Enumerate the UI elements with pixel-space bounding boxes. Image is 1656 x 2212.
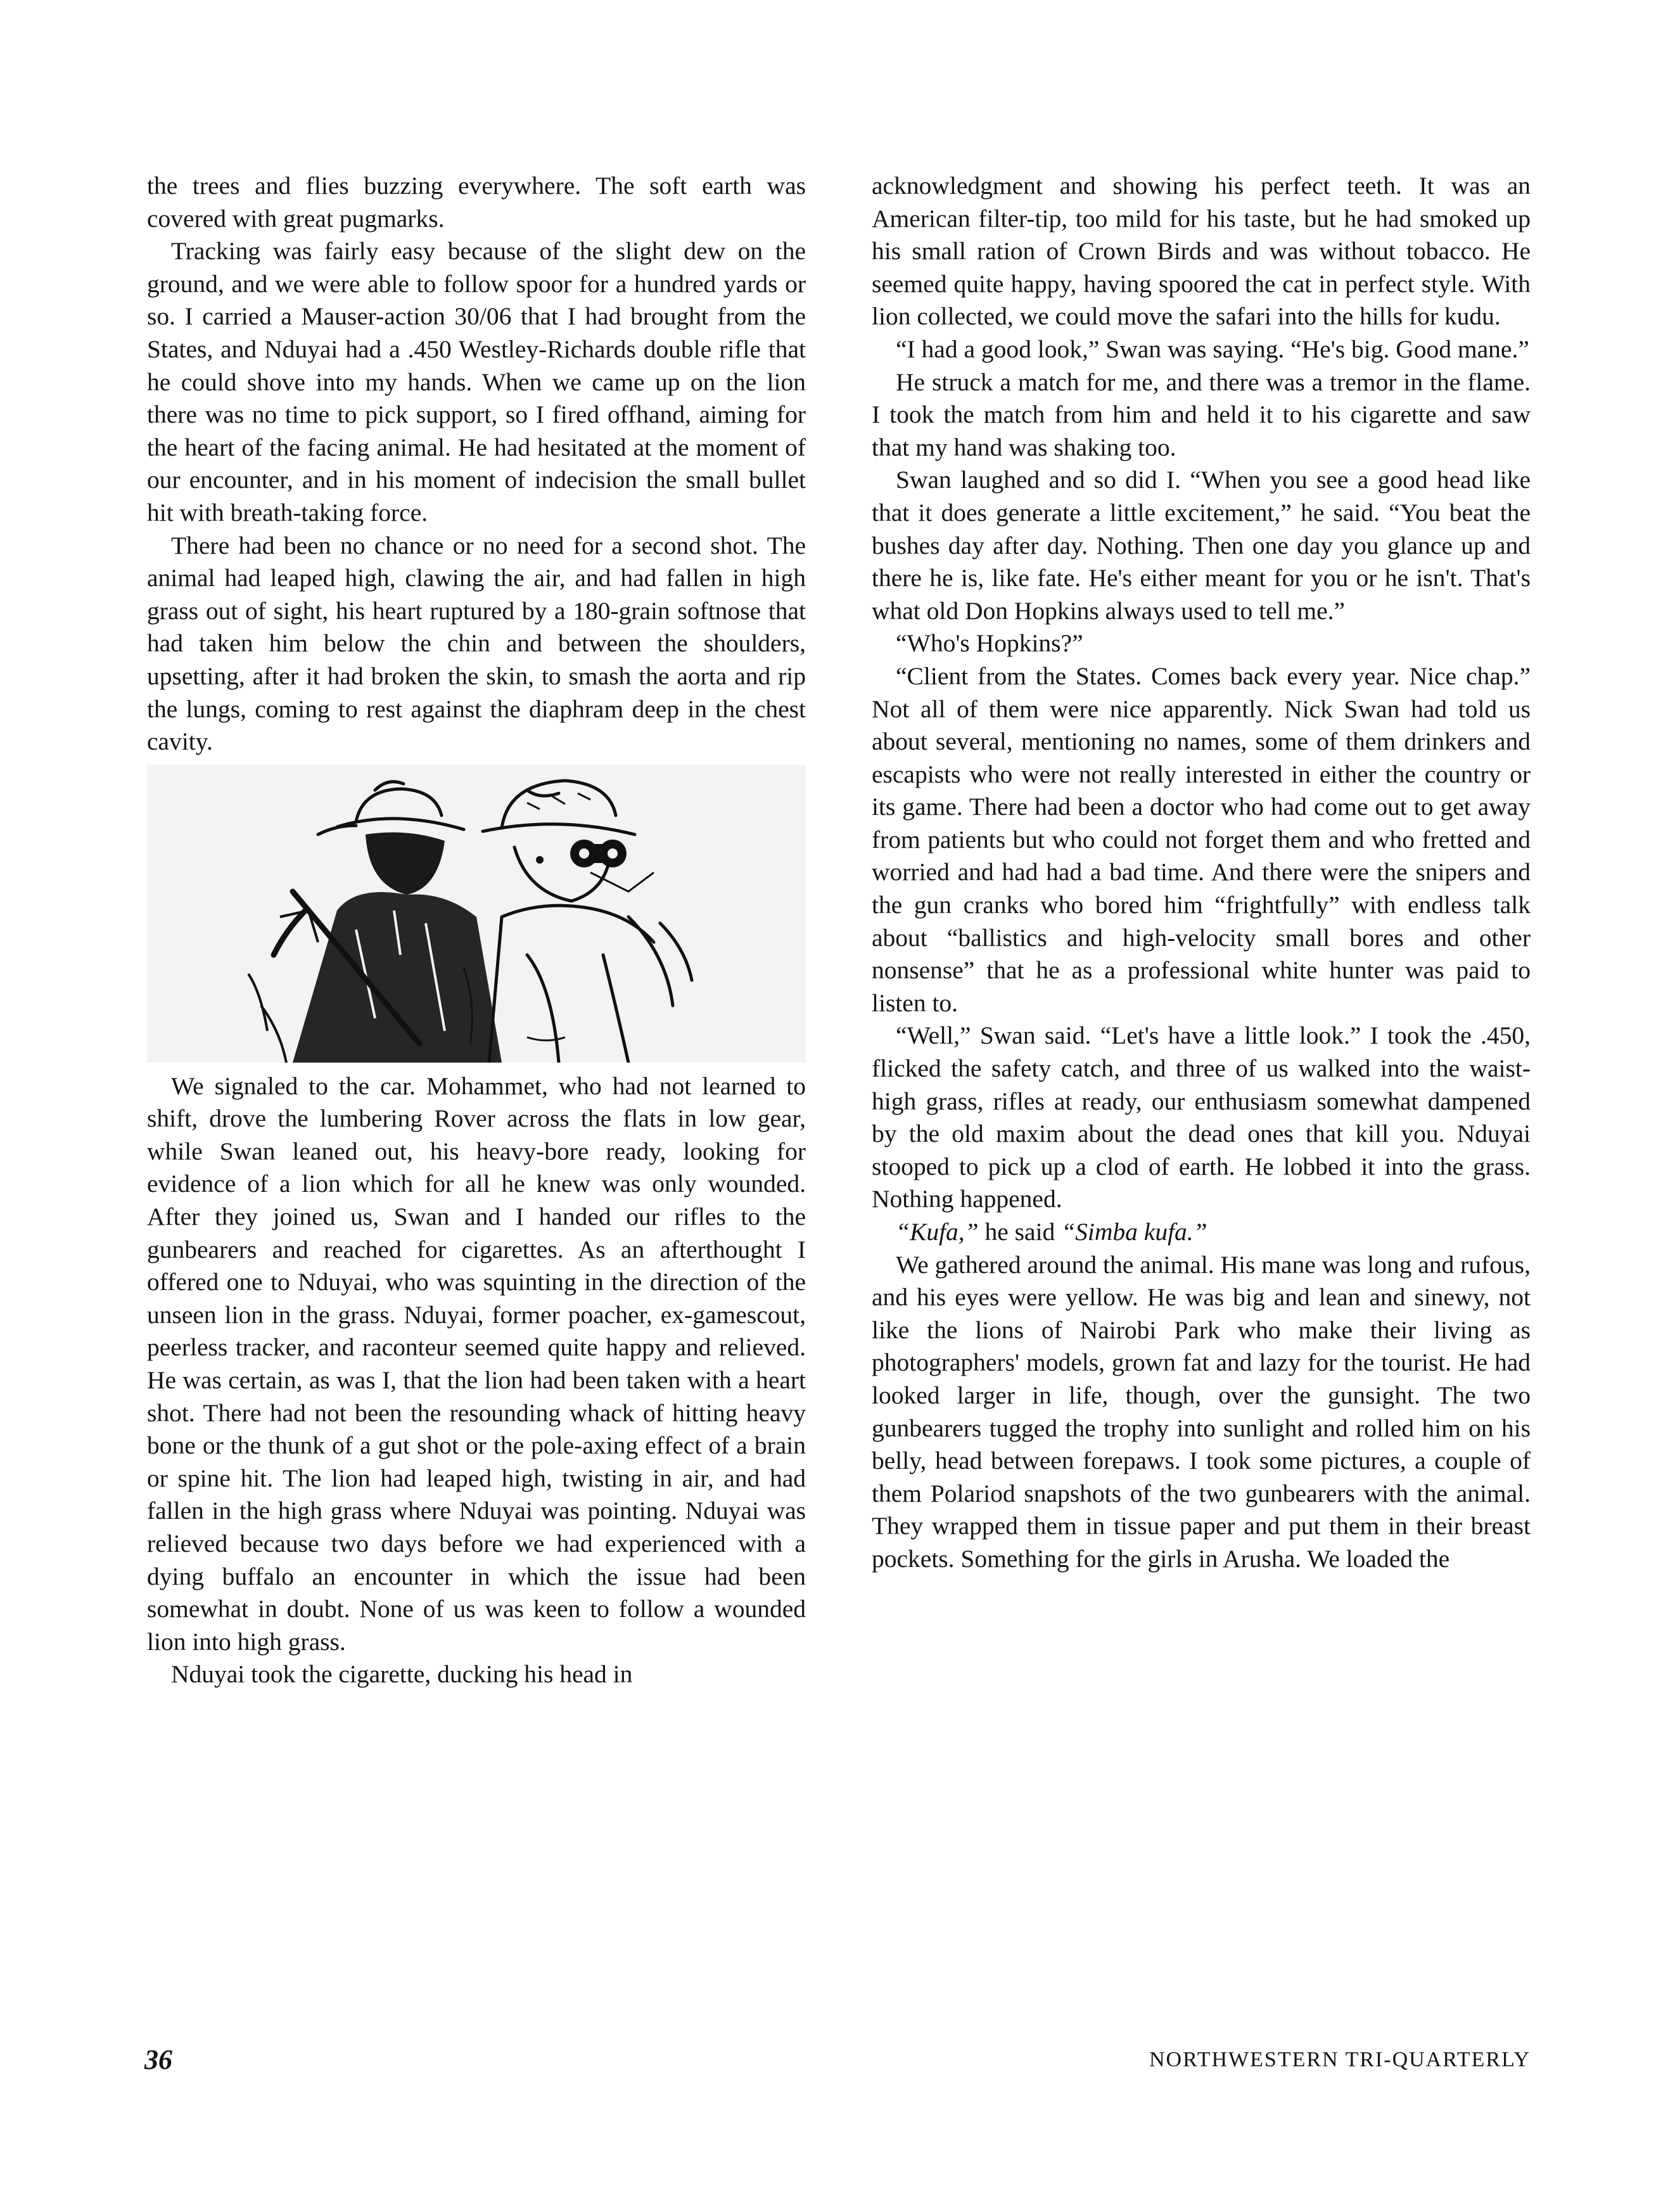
swahili-phrase: “Kufa,” bbox=[896, 1218, 979, 1246]
body-paragraph: “Well,” Swan said. “Let's have a little look.” I took the .450, flicked the safety catch, and three of us walked into the waist-high grass, rifles at ready, our enthusiasm somewhat dampened by the old maxim about the dead ones that kill you. Nduyai stooped to pick up a clod of earth. He lobbed it into the grass. Nothing happened. bbox=[872, 1021, 1531, 1213]
body-paragraph: “I had a good look,” Swan was saying. “He's big. Good mane.” bbox=[896, 335, 1529, 363]
body-paragraph bbox=[872, 1216, 1531, 1249]
body-paragraph: We signaled to the car. Mohammet, who had not learned to shift, drove the lumbering Rover across the flats in low gear, while Swan leaned out, his heavy-bore ready, looking for evidence of a lion which for all he knew was only wounded. After they joined us, Swan and I handed our rifles to the gunbearers and reached for cigarettes. As an afterthought I offered one to Nduyai, who was squinting in the direction of the unseen lion in the grass. Nduyai, former poacher, ex-gamescout, peerless tracker, and raconteur seemed quite happy and relieved. He was certain, as was I, that the lion had been taken with a heart shot. There had not been the resounding whack of hitting heavy bone or the thunk of a gut shot or the pole-axing effect of a brain or spine hit. The lion had leaped high, twisting in air, and had fallen in the high grass where Nduyai was pointing. Nduyai was relieved because two days before we had experienced with a dying buffalo an encounter in which the issue had been somewhat in doubt. None of us was keen to follow a wounded lion into high grass. bbox=[147, 1071, 806, 1656]
body-paragraph: the trees and flies buzzing everywhere. The soft earth was covered with great pugmarks. bbox=[147, 172, 806, 233]
body-paragraph: Swan laughed and so did I. “When you see a good head like that it does generate a little excitement,” he said. “You beat the bushes day after day. Nothing. Then one day you glance up and there he is, like fate. He's either meant for you or he isn't. That's what old Don Hopkins always used to tell me.” bbox=[872, 466, 1531, 625]
body-paragraph: “Client from the States. Comes back every year. Nice chap.” Not all of them were nice apparently. Nick Swan had told us about several, mentioning no names, some of them drinkers and escapists who were not really interested in either the country or its game. There had been a doctor who had come out to get away from patients but who could not forget them and who fretted and worried and had had a bad time. And there were the snipers and the gun cranks who bored him “frightfully” with endless talk about “ballistics and high-velocity small bores and other nonsense” that he as a professional white hunter was paid to listen to. bbox=[872, 662, 1531, 1017]
hunters-sketch-illustration bbox=[147, 765, 806, 1063]
running-footer: NORTHWESTERN TRI-QUARTERLY bbox=[1149, 2048, 1531, 2071]
body-paragraph: He struck a match for me, and there was a tremor in the flame. I took the match from him and held it to his cigarette and saw that my hand was shaking too. bbox=[872, 368, 1531, 461]
body-paragraph: Tracking was fairly easy because of the slight dew on the ground, and we were able to follow spoor for a hundred yards or so. I carried a Mauser-action 30/06 that I had brought from the States, and Nduyai had a .450 Westley-Richards double rifle that he could shove into my hands. When we came up on the lion there was no time to pick support, so I fired offhand, aiming for the heart of the facing animal. He had hesitated at the moment of our encounter, and in his moment of indecision the small bullet hit with breath-taking force. bbox=[147, 237, 806, 527]
body-paragraph: “Who's Hopkins?” bbox=[896, 629, 1083, 658]
dialogue-tag: he said bbox=[978, 1218, 1062, 1246]
right-column bbox=[872, 170, 1531, 1576]
left-column bbox=[147, 170, 806, 1691]
body-paragraph: Nduyai took the cigarette, ducking his head in bbox=[171, 1660, 633, 1689]
swahili-phrase: “Simba kufa.” bbox=[1061, 1218, 1207, 1246]
body-paragraph: There had been no chance or no need for a second shot. The animal had leaped high, clawing the air, and had fallen in high grass out of sight, his heart ruptured by a 180-grain softnose that had taken him below the chin and between the shoulders, upsetting, after it had broken the skin, to smash the aorta and rip the lungs, coming to rest against the diaphram deep in the chest cavity. bbox=[147, 531, 806, 756]
body-paragraph: acknowledgment and showing his perfect teeth. It was an American filter-tip, too mild for his taste, but he had smoked up his small ration of Crown Birds and was without tobacco. He seemed quite happy, having spoored the cat in perfect style. With lion collected, we could move the safari into the hills for kudu. bbox=[872, 172, 1531, 331]
body-paragraph: We gathered around the animal. His mane was long and rufous, and his eyes were yellow. He was big and lean and sinewy, not like the lions of Nairobi Park who make their living as photographers' models, grown fat and lazy for the tourist. He had looked larger in life, though, over the gunsight. The two gunbearers tugged the trophy into sunlight and rolled him on his belly, head between forepaws. I took some pictures, a couple of them Polariod snapshots of the two gunbearers with the animal. They wrapped them in tissue paper and put them in their breast pockets. Something for the girls in Arusha. We loaded the bbox=[872, 1250, 1531, 1573]
page-number: 36 bbox=[144, 2044, 172, 2075]
